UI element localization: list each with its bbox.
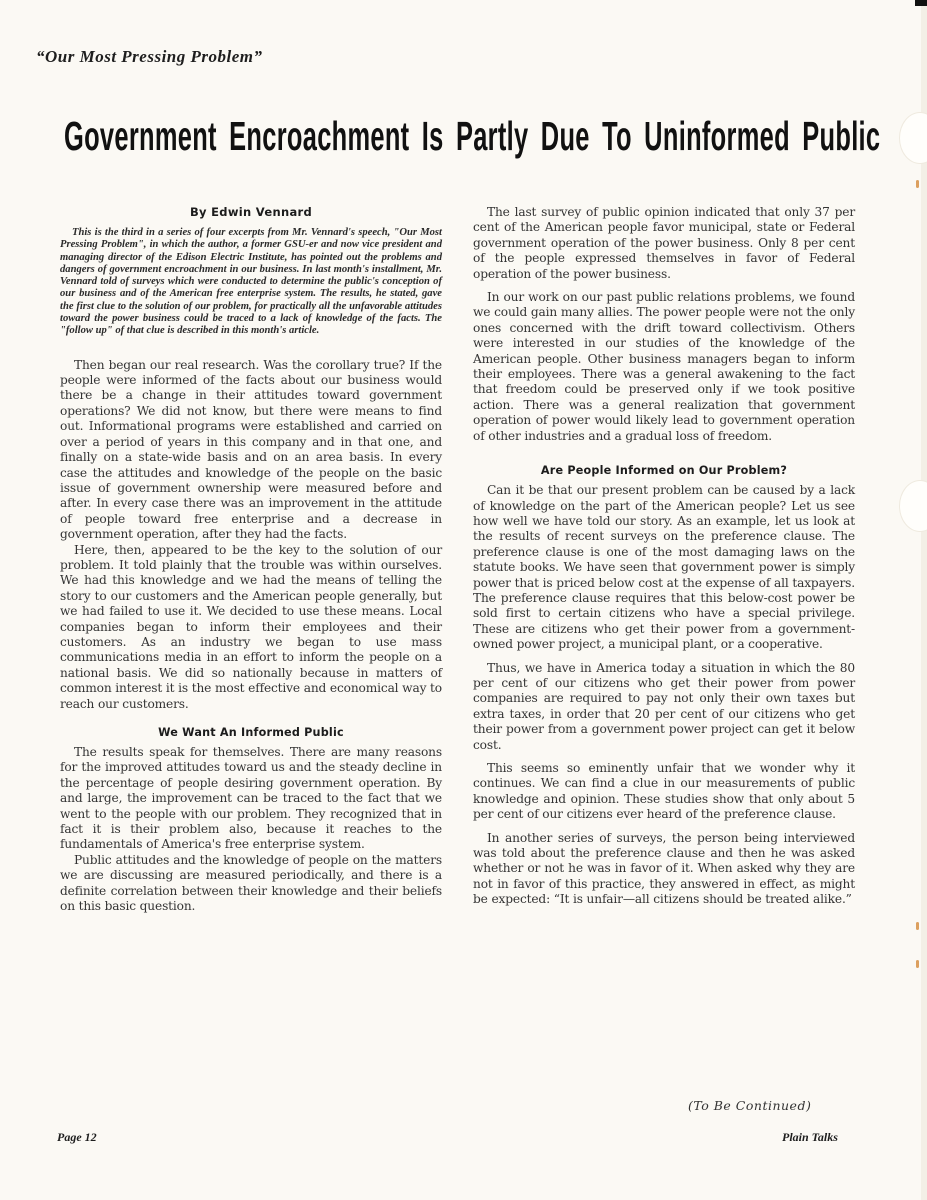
to-be-continued-note: (To Be Continued) <box>688 1098 812 1113</box>
page-number: Page 12 <box>57 1130 97 1144</box>
series-title: “Our Most Pressing Problem” <box>36 47 263 66</box>
editor-intro: This is the third in a series of four excerpts from Mr. Vennard's speech, "Our Most Pressing Problem", in which the author, a former GSU-er and now vice president and managing director of the Edison Electric Institute, has pointed out the problems and dangers of government encroachment in our business. In last month's installment, Mr. Vennard told of surveys which were conducted to determine the public's conception of our business and of the American free enterprise system. The results, he stated, gave the first clue to the solution of our problem, for practically all the unfavorable attitudes toward the power business could be traced to a lack of knowledge of the facts. The "follow up" of that clue is described in this month's article. <box>60 227 442 337</box>
paragraph: In our work on our past public relations problems, we found we could gain many allies. The power people were not the only ones concerned with the drift toward collectivism. Others were interested in our studies of the knowledge of the American people. Other business managers began to inform their employees. There was a general awakening to the fact that freedom could be preserved only if we took positive action. There was a general realization that government operation of power would likely lead to government operation of other industries and a gradual loss of freedom. <box>473 290 855 443</box>
binder-hole <box>899 112 927 164</box>
headline: Government Encroachment Is Partly Due To Uninformed Public <box>64 113 881 159</box>
page-edge <box>921 0 927 1200</box>
paragraph: Thus, we have in America today a situation in which the 80 per cent of our citizens who get their power from power companies are required to pay not only their own taxes but extra taxes, in order that 20 per cent of our citizens who get their power from a government power project can get it below cost. <box>473 660 855 752</box>
paper-stain <box>916 922 919 930</box>
paper-stain <box>916 180 919 188</box>
paragraph: Can it be that our present problem can be caused by a lack of knowledge on the part of the American people? Let us see how well we have told our story. As an example, let us look at the results of recent surveys on the preference clause. The preference clause is one of the most damaging laws on the statute books. We have seen that government power is simply power that is priced below cost at the expense of all taxpayers. The preference clause requires that this below-cost power be sold first to certain citizens who have a special privilege. These are citizens who get their power from a government-owned power project, a municipal plant, or a cooperative. <box>473 483 855 652</box>
paper-stain <box>916 960 919 968</box>
byline: By Edwin Vennard <box>189 205 313 219</box>
left-column <box>60 205 442 914</box>
paragraph: Then began our real research. Was the corollary true? If the people were informed of the facts about our business would there be a change in their attitudes toward government operations? We did not know, but there were means to find out. Informational programs were established and carried on over a period of years in this company and in that one, and finally on a state-wide basis and on an area basis. In every case the attitudes and knowledge of the people on the basic issue of government ownership were measured before and after. In every case there was an improvement in the attitude of people toward free enterprise and a decrease in government operation, after they had the facts. <box>60 357 442 542</box>
paragraph: The last survey of public opinion indicated that only 37 per cent of the American people favor municipal, state or Federal government operation of the power business. Only 8 per cent of the people expressed themselves in favor of Federal operation of the power business. <box>473 205 855 281</box>
scan-corner-mark <box>915 0 927 6</box>
paragraph: In another series of surveys, the person being interviewed was told about the preference clause and then he was asked whether or not he was in favor of it. When asked why they are not in favor of this practice, they answered in effect, as might be expected: “It is unfair—all citizens should be treated alike.” <box>473 830 855 907</box>
paragraph: The results speak for themselves. There are many reasons for the improved attitudes toward us and the steady decline in the percentage of people desiring government operation. By and large, the improvement can be traced to the fact that we went to the people with our problem. They recognized that in fact it is their problem also, because it reaches to the fundamentals of America's free enterprise system. <box>60 745 442 852</box>
binder-hole <box>899 480 927 532</box>
publication-name: Plain Talks <box>782 1130 838 1144</box>
section-subhead: Are People Informed on Our Problem? <box>540 464 788 478</box>
paragraph: Public attitudes and the knowledge of people on the matters we are discussing are measured periodically, and there is a definite correlation between their knowledge and their beliefs on this basic question. <box>60 852 442 914</box>
right-column <box>473 205 855 908</box>
paragraph: This seems so eminently unfair that we wonder why it continues. We can find a clue in our measurements of public knowledge and opinion. These studies show that only about 5 per cent of our citizens ever heard of the preference clause. <box>473 761 855 822</box>
section-subhead: We Want An Informed Public <box>158 726 344 740</box>
paragraph: Here, then, appeared to be the key to the solution of our problem. It told plainly that the trouble was within ourselves. We had this knowledge and we had the means of telling the story to our customers and the American people generally, but we had failed to use it. We decided to use these means. Local companies began to inform their employees and their customers. As an industry we began to use mass communications media in an effort to inform the people on a national basis. We did so nationally because in matters of common interest it is the most effective and economical way to reach our customers. <box>60 542 442 711</box>
